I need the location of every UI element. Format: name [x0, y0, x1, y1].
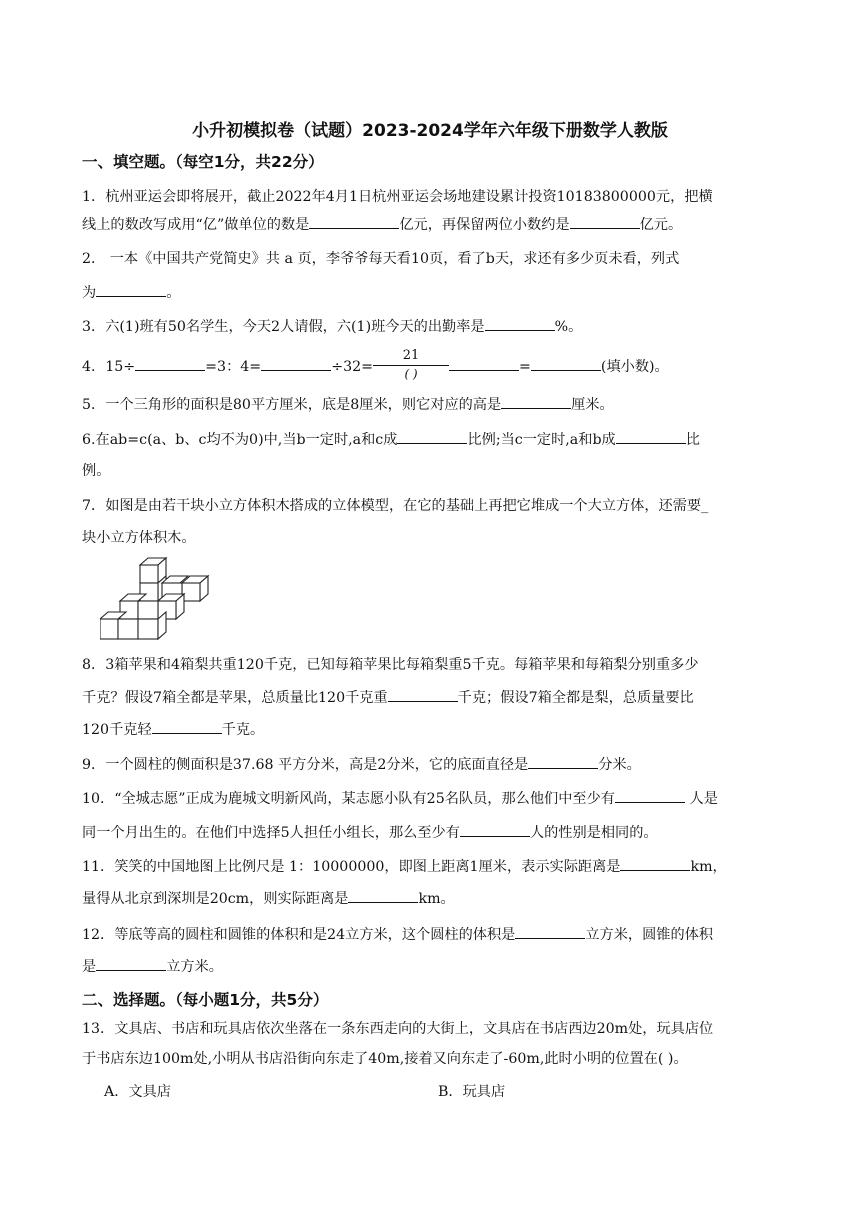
- fraction-numerator: 21: [402, 348, 420, 363]
- answer-blank[interactable]: [460, 822, 530, 837]
- q11-text-b: km，: [690, 859, 727, 875]
- q6-text-c: 比: [685, 432, 700, 448]
- q8-text-d: 120千克轻: [82, 722, 152, 738]
- answer-blank[interactable]: [501, 394, 571, 409]
- q5-text-b: 厘米。: [571, 397, 614, 413]
- answer-blank[interactable]: [397, 429, 467, 444]
- choice-a[interactable]: A．文具店: [104, 1084, 171, 1100]
- answer-blank[interactable]: [528, 754, 598, 769]
- q2-line-2: [82, 282, 782, 303]
- q12-line-2: [82, 956, 782, 977]
- q1-text-c: 亿元，再保留两位小数约是: [399, 217, 570, 233]
- q10-line-2: [82, 822, 782, 843]
- fraction-denominator-blank[interactable]: ( ): [404, 367, 418, 381]
- q11-line-2: [82, 888, 782, 909]
- q10-text-a: 10．“全城志愿”正成为鹿城文明新风尚，某志愿小队有25名队员，那么他们中至少有: [82, 791, 615, 807]
- answer-blank[interactable]: [515, 924, 585, 939]
- q12-text-d: 立方米。: [166, 959, 223, 975]
- q12-text-c: 是: [82, 959, 97, 975]
- q3-text-a: 3．六(1)班有50名学生，今天2人请假，六(1)班今天的出勤率是: [82, 319, 485, 335]
- q7-line-2: 块小立方体积木。: [82, 530, 196, 546]
- q2-text-c: 。: [166, 285, 181, 301]
- q1-line-1: 1．杭州亚运会即将展开，截止2022年4月1日杭州亚运会场地建设累计投资10183800000元，把横: [82, 189, 713, 205]
- q4-line: [82, 348, 782, 381]
- answer-blank[interactable]: [96, 282, 166, 297]
- answer-blank[interactable]: [96, 956, 166, 971]
- q8-text-e: 千克。: [221, 722, 265, 738]
- q10-text-d: 人的性别是相同的。: [529, 825, 658, 841]
- answer-blank[interactable]: [348, 888, 418, 903]
- answer-blank[interactable]: [309, 214, 399, 229]
- q3-text-b: %。: [554, 319, 583, 335]
- q1-text-b: 线上的数改写成用“亿”做单位的数是: [82, 217, 310, 233]
- q1-line-2: [82, 214, 782, 235]
- q9-text-a: 9．一个圆柱的侧面积是37.68 平方分米，高是2分米，它的底面直径是: [82, 757, 529, 773]
- q13-line-1: 13．文具店、书店和玩具店依次坐落在一条东西走向的大街上，文具店在书店西边20m处，玩具店位: [82, 1021, 714, 1037]
- section-2-heading: 二、选择题。（每小题1分，共5分）: [82, 991, 329, 1009]
- q5-text-a: 5．一个三角形的面积是80平方厘米，底是8厘米，则它对应的高是: [82, 397, 502, 413]
- q2-line-1: 2． 一本《中国共产党简史》共 a 页，李爷爷每天看10页，看了b天，求还有多少页未看，列式: [82, 251, 680, 267]
- q2-text-b: 为: [82, 285, 97, 301]
- q8-line-2: [82, 687, 782, 708]
- q6-text-b: 比例;当c一定时,a和b成: [467, 432, 616, 448]
- q10-line-1: [82, 788, 782, 809]
- section-1-heading: 一、填空题。（每空1分，共22分）: [82, 153, 324, 171]
- answer-blank[interactable]: [135, 356, 205, 371]
- answer-blank[interactable]: [485, 316, 555, 331]
- q13-line-2: 于书店东边100m处,小明从书店沿街向东走了40m,接着又向东走了-60m,此时小明的位置在( )。: [82, 1051, 688, 1067]
- q7-line-1: 7．如图是由若干块小立方体积木搭成的立体模型，在它的基础上再把它堆成一个大立方体，还需要_: [82, 498, 709, 514]
- q9-text-b: 分米。: [598, 757, 641, 773]
- answer-blank[interactable]: [616, 429, 686, 444]
- q8-line-3: [82, 719, 782, 740]
- answer-blank[interactable]: [615, 788, 685, 803]
- answer-blank[interactable]: [388, 687, 458, 702]
- answer-blank[interactable]: [449, 356, 519, 371]
- answer-blank[interactable]: [152, 719, 222, 734]
- answer-blank[interactable]: [531, 356, 601, 371]
- q11-line-1: [82, 856, 782, 877]
- q6-line-1: [82, 429, 782, 450]
- q9-line: [82, 754, 782, 775]
- answer-blank[interactable]: [570, 214, 640, 229]
- answer-blank[interactable]: [261, 356, 331, 371]
- q3-line: [82, 316, 782, 337]
- q8-text-b: 千克？假设7箱全都是苹果，总质量比120千克重: [82, 690, 388, 706]
- q11-text-d: km。: [418, 891, 455, 907]
- q12-line-1: [82, 924, 782, 945]
- q5-line: [82, 394, 782, 415]
- q4-text-c: ÷32=: [331, 359, 374, 375]
- q6-text-a: 6.在ab=c(a、b、c均不为0)中,当b一定时,a和c成: [82, 432, 398, 448]
- q8-line-1: 8．3箱苹果和4箱梨共重120千克，已知每箱苹果比每箱梨重5千克。每箱苹果和每箱梨分别重多少: [82, 657, 699, 673]
- q6-line-2: 例。: [82, 463, 111, 479]
- q12-text-a: 12．等底等高的圆柱和圆锥的体积和是24立方米，这个圆柱的体积是: [82, 927, 516, 943]
- q8-text-c: 千克；假设7箱全都是梨，总质量要比: [457, 690, 694, 706]
- q4-text-d: =: [519, 359, 531, 375]
- fraction: [373, 348, 449, 381]
- q10-text-b: 人是: [685, 791, 718, 807]
- cube-stack-figure: [100, 555, 210, 645]
- q1-text-d: 亿元。: [639, 217, 683, 233]
- q11-text-a: 11．笑笑的中国地图上比例尺是 1：10000000，即图上距离1厘米，表示实际距离是: [82, 859, 621, 875]
- choice-b[interactable]: B．玩具店: [438, 1084, 506, 1100]
- q4-text-e: (填小数)。: [600, 359, 669, 375]
- page-title: 小升初模拟卷（试题）2023-2024学年六年级下册数学人教版: [192, 121, 668, 141]
- q10-text-c: 同一个月出生的。在他们中选择5人担任小组长，那么至少有: [82, 825, 460, 841]
- q12-text-b: 立方米，圆锥的体积: [585, 927, 714, 943]
- q4-text-b: =3：4=: [205, 359, 262, 375]
- answer-blank[interactable]: [620, 856, 690, 871]
- q4-text-a: 4．15÷: [82, 359, 136, 375]
- q11-text-c: 量得从北京到深圳是20cm，则实际距离是: [82, 891, 349, 907]
